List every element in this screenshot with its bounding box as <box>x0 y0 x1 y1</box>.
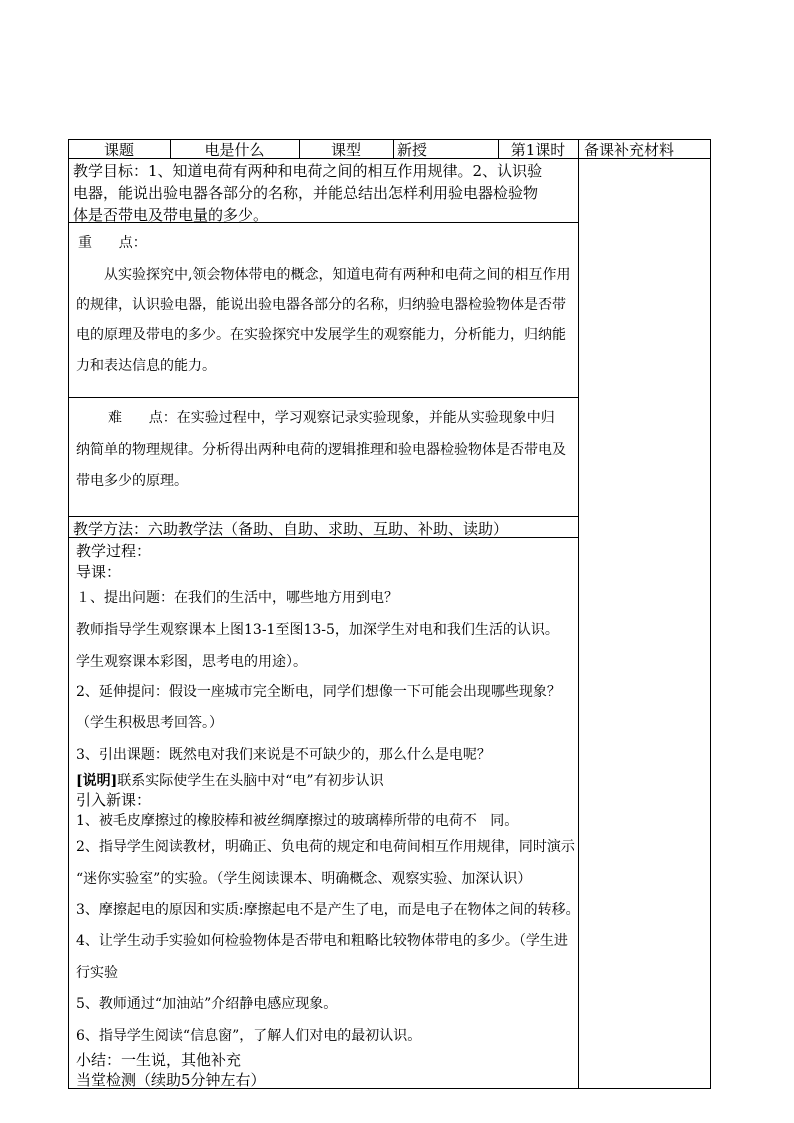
process-item: （学生积极思考回答。） <box>76 715 223 731</box>
topic-label: 课题 <box>103 141 134 159</box>
new-lesson-item: 行实验 <box>76 965 118 981</box>
row-divider <box>68 516 578 517</box>
process-item: 教师指导学生观察课本上图13-1至图13-5，加深学生对电和我们生活的认识。 <box>76 622 559 638</box>
key-points-heading: 重 点： <box>78 235 147 251</box>
objectives-line: 体是否带电及带电量的多少。 <box>73 206 269 224</box>
type-label: 课型 <box>330 141 361 159</box>
new-lesson-item: 4、让学生动手实验如何检验物体是否带电和粗略比较物体带电的多少。（学生进 <box>76 933 568 949</box>
process-item: 3、引出课题：既然电对我们来说是不可缺少的，那么什么是电呢？ <box>76 747 491 763</box>
row-divider <box>68 397 578 398</box>
difficulties-line: 带电多少的原理。 <box>76 473 188 489</box>
new-lesson-item: 5、教师通过“加油站”介绍静电感应现象。 <box>76 996 338 1012</box>
new-lesson-item: 3、摩擦起电的原因和实质:摩擦起电不是产生了电，而是电子在物体之间的转移。 <box>76 902 580 918</box>
supplement-heading: 备课补充材料 <box>584 141 675 159</box>
objectives-line: 电器，能说出验电器各部分的名称，并能总结出怎样利用验电器检验物 <box>73 184 539 202</box>
in-class-check: 当堂检测（续助5分钟左右） <box>76 1071 266 1089</box>
summary-line: 小结：一生说，其他补充 <box>76 1051 242 1069</box>
difficulties-line: 纳简单的物理规律。分析得出两种电荷的逻辑推理和验电器检验物体是否带电及 <box>76 442 566 458</box>
new-lesson-item: 6、指导学生阅读“信息窗”，了解人们对电的最初认识。 <box>76 1028 422 1044</box>
process-item: 学生观察课本彩图，思考电的用途）。 <box>76 654 307 670</box>
type-value: 新授 <box>397 141 428 159</box>
note-text: 联系实际使学生在头脑中对“电”有初步认识 <box>117 773 384 789</box>
process-item: １、提出问题：在我们的生活中，哪些地方用到电？ <box>76 590 398 606</box>
new-lesson-item: “迷你实验室”的实验。（学生阅读课本、明确概念、观察实验、加深认识） <box>76 871 532 887</box>
new-lesson-item: 1、被毛皮摩擦过的橡胶棒和被丝绸摩擦过的玻璃棒所带的电荷不 同。 <box>76 813 519 829</box>
new-lesson-item: 2、指导学生阅读教材，明确正、负电荷的规定和电荷间相互作用规律，同时演示 <box>76 839 575 855</box>
column-divider <box>578 139 579 1089</box>
period-label: 第1课时 <box>510 141 566 159</box>
new-lesson-heading: 引入新课： <box>76 791 152 809</box>
key-points-line: 电的原理及带电的多少。在实验探究中发展学生的观察能力，分析能力，归纳能 <box>76 327 566 343</box>
note-tag: [说明] <box>76 773 118 789</box>
intro-heading: 导课： <box>76 563 122 581</box>
key-points-line: 从实验探究中,领会物体带电的概念，知道电荷有两种和电荷之间的相互作用 <box>104 267 571 283</box>
process-heading: 教学过程： <box>76 542 152 560</box>
difficulties-line: 难 点：在实验过程中，学习观察记录实验现象，并能从实验现象中归 <box>108 410 555 426</box>
key-points-line: 的规律，认识验电器，能说出验电器各部分的名称，归纳验电器检验物体是否带 <box>76 297 566 313</box>
teaching-method: 教学方法：六助教学法（备助、自助、求助、互助、补助、读助） <box>73 520 509 538</box>
topic-value: 电是什么 <box>204 141 265 159</box>
objectives-line: 教学目标：1、知道电荷有两种和电荷之间的相互作用规律。2、认识验 <box>73 162 543 180</box>
note-line <box>76 770 384 790</box>
key-points-line: 力和表达信息的能力。 <box>76 358 216 374</box>
process-item: 2、延伸提问：假设一座城市完全断电，同学们想像一下可能会出现哪些现象？ <box>76 684 561 700</box>
